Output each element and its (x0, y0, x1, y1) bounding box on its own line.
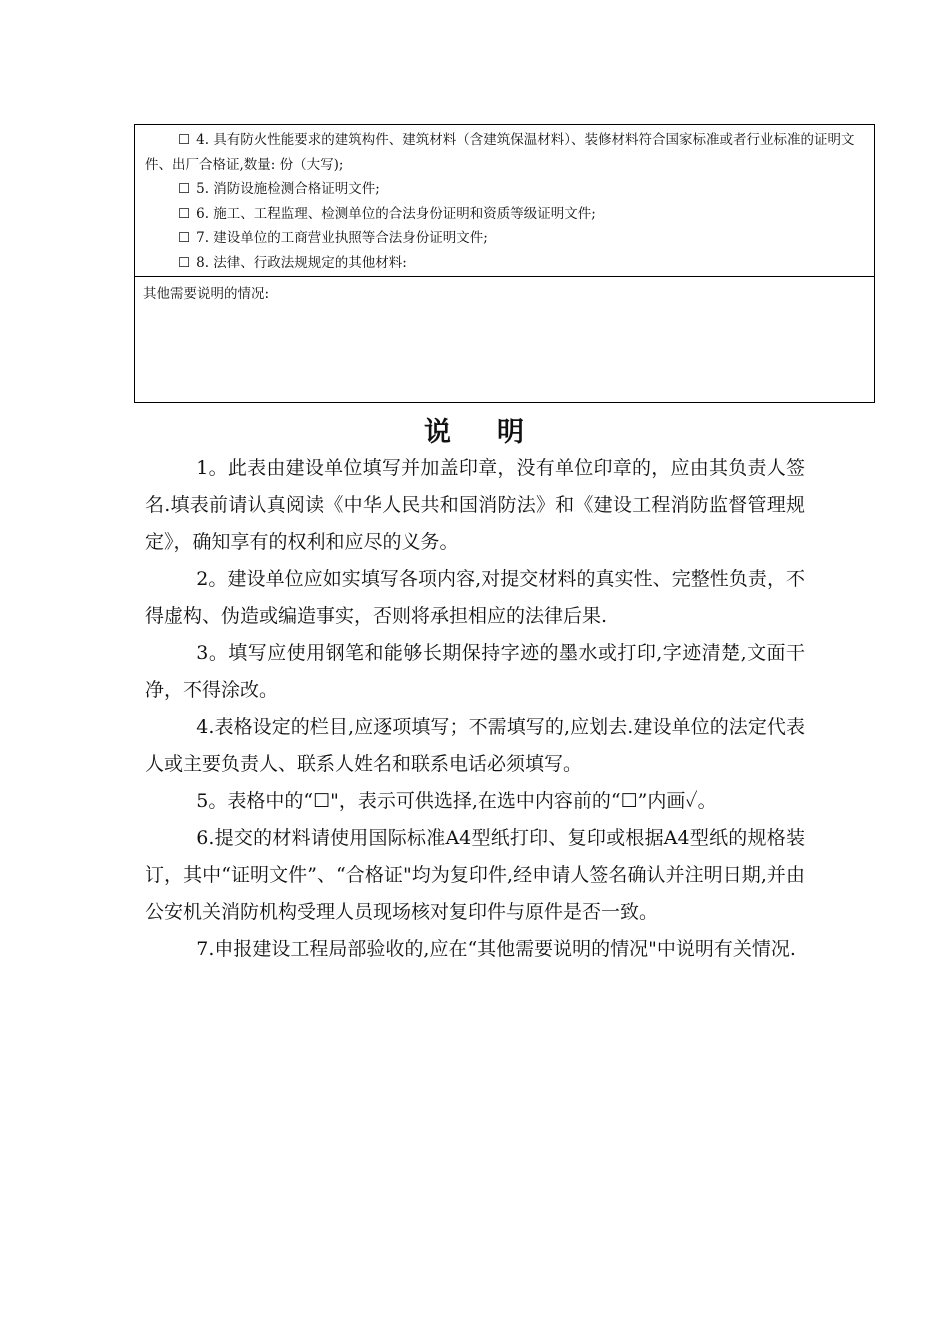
instructions-list (145, 450, 805, 968)
materials-checklist (135, 125, 874, 276)
title-char-2: 明 (497, 417, 526, 448)
instruction-item: 5。表格中的“☐"，表示可供选择,在选中内容前的“☐”内画✓。 (196, 790, 717, 812)
checklist-item-4-text: 4. 具有防火性能要求的建筑构件、建筑材料（含建筑保温材料）、装修材料符合国家标准或者行业标准的证明文件、出厂合格证,数量: 份（大写); (145, 132, 855, 173)
instruction-item: 3。填写应使用钢笔和能够长期保持字迹的墨水或打印,字迹清楚,文面干净，不得涂改。 (145, 642, 805, 701)
instruction-item: 2。建设单位应如实填写各项内容,对提交材料的真实性、完整性负责，不得虚构、伪造或编造事实，否则将承担相应的法律后果. (145, 568, 805, 627)
checkbox-4[interactable]: ☐ (178, 132, 191, 148)
checklist-item-5-text: 5. 消防设施检测合格证明文件; (196, 181, 380, 197)
checkbox-6[interactable]: ☐ (178, 205, 191, 222)
checkbox-8[interactable]: ☐ (178, 254, 191, 271)
checklist-item-8-text: 8. 法律、行政法规规定的其他材料: (196, 254, 407, 271)
materials-form-table (134, 124, 875, 403)
instructions-title (0, 410, 950, 449)
checkbox-7[interactable]: ☐ (178, 230, 191, 246)
checklist-item-5 (145, 177, 864, 202)
title-char-1: 说 (424, 417, 453, 448)
instruction-item: 1。此表由建设单位填写并加盖印章，没有单位印章的，应由其负责人签名.填表前请认真阅读《中华人民共和国消防法》和《建设工程消防监督管理规定》，确知享有的权利和应尽的义务。 (145, 457, 805, 553)
checklist-item-6 (145, 202, 864, 227)
checklist-item-4 (145, 128, 864, 177)
checklist-item-6-text: 6. 施工、工程监理、检测单位的合法身份证明和资质等级证明文件; (196, 205, 596, 222)
instruction-item: 7.申报建设工程局部验收的,应在“其他需要说明的情况"中说明有关情况. (196, 938, 796, 960)
instruction-item: 4.表格设定的栏目,应逐项填写；不需填写的,应划去.建设单位的法定代表人或主要负责人、联系人姓名和联系电话必须填写。 (145, 716, 805, 775)
checklist-item-8 (145, 251, 864, 276)
checklist-item-7-text: 7. 建设单位的工商营业执照等合法身份证明文件; (196, 230, 488, 246)
other-notes-field[interactable] (135, 276, 874, 402)
checkbox-5[interactable]: ☐ (178, 181, 191, 197)
instruction-item: 6.提交的材料请使用国际标准A4型纸打印、复印或根据A4型纸的规格装订，其中“证明文件”、“合格证"均为复印件,经申请人签名确认并注明日期,并由公安机关消防机构受理人员现场核对复印件与原件是否一致。 (145, 827, 805, 923)
checklist-item-7 (145, 226, 864, 251)
other-notes-label: 其他需要说明的情况: (143, 286, 270, 302)
